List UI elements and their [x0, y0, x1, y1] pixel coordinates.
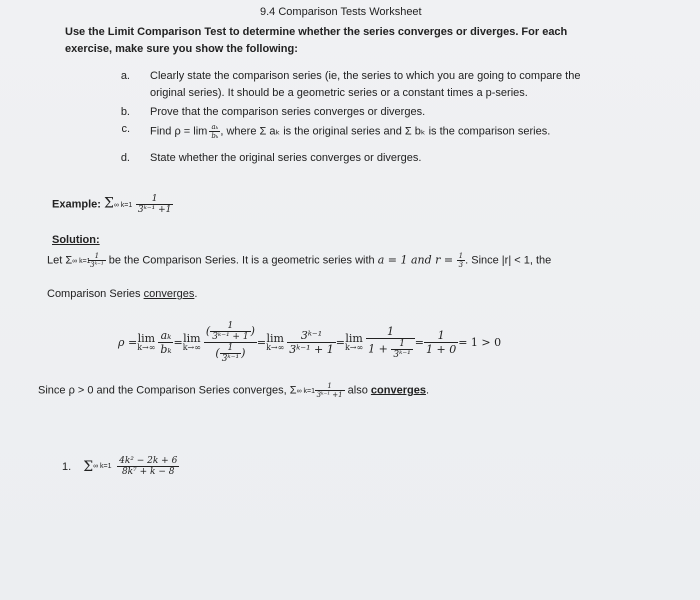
example-fraction [136, 194, 174, 215]
solution-line2-pre: Comparison Series [47, 288, 144, 300]
conclusion-pre: Since ρ > 0 and the Comparison Series converges, Σ [38, 384, 297, 397]
eq-frac-3 [287, 329, 335, 356]
exercise-1-den: 8k⁷ + k − 8 [117, 466, 179, 477]
solution-r-num: 1 [458, 252, 464, 260]
step-a-line1: Clearly state the comparison series (ie, the series to which you are going to compare the [150, 70, 581, 82]
step-c-letter: c. [121, 123, 130, 135]
instructions-line-1: Use the Limit Comparison Test to determine whether the series converges or diverges. For each [65, 26, 568, 38]
eq-frac-5-den: 1 + 0 [425, 342, 457, 356]
eq-big-den-frac [220, 343, 241, 364]
eq-ak: aₖ [160, 328, 172, 342]
eq-big-num-frac [210, 321, 250, 342]
solution-frac [88, 252, 106, 269]
eq-bk: bₖ [160, 342, 172, 356]
eq-big-num: ( $\frac{1}{\text{3ᵏ⁻¹ + 1}}$ ) [205, 320, 255, 342]
solution-line-1 [47, 252, 551, 269]
eq-lim-2 [183, 333, 201, 352]
example [52, 194, 173, 215]
exercise-1 [62, 456, 179, 477]
exercise-1-fraction [117, 456, 179, 477]
eq-equals-4: = [414, 335, 424, 349]
solution-line2-post: . [194, 288, 198, 300]
example-den: 3ᵏ⁻¹ +1 [137, 205, 172, 215]
step-b-text: Prove that the comparison series converges or diverges. [150, 106, 426, 118]
exercise-1-limits: ∞ k=1 [93, 463, 112, 470]
worksheet-title: 9.4 Comparison Tests Worksheet [260, 6, 422, 18]
conclusion-post: . [425, 384, 430, 397]
step-b-letter: b. [120, 106, 130, 118]
eq-lim-1 [137, 333, 155, 352]
eq-big-den-bottom: 3ᵏ⁻¹ [221, 353, 240, 364]
solution-a-r: a = 1 and r = [377, 253, 457, 267]
rho-equation [118, 312, 501, 372]
eq-frac-4 [366, 325, 415, 360]
eq-lim-2-sub: k→∞ [182, 342, 201, 352]
step-d-text: State whether the original series converges or diverges. [150, 152, 422, 164]
eq-ak-bk [158, 329, 173, 356]
solution-limits: ∞ k=1 [72, 258, 91, 266]
step-c-frac-den: bₖ [211, 132, 219, 140]
conclusion-frac [315, 382, 345, 399]
eq-frac-3-num: 3ᵏ⁻¹ [300, 328, 323, 342]
eq-equals-3: = [335, 335, 345, 349]
eq-lim-1-sub: k→∞ [137, 342, 156, 352]
eq-lim-4-sub: k→∞ [344, 342, 364, 352]
eq-lim-3-sub: k→∞ [266, 342, 285, 352]
solution-let: Let Σ [47, 254, 73, 267]
eq-frac-4-num: 1 [386, 324, 394, 338]
step-c-text [150, 123, 550, 140]
conclusion-num: 1 [327, 382, 332, 390]
solution-frac-num: 1 [94, 252, 100, 260]
eq-frac-4-den-pre: 1 + [368, 342, 392, 355]
eq-lim-2-text: lim [183, 331, 201, 345]
step-a-letter: a. [120, 70, 130, 82]
solution-frac-den: 3ᵏ⁻¹ [90, 261, 104, 269]
eq-frac-4-inner-num: 1 [399, 338, 405, 349]
solution-r-den: 3 [458, 261, 464, 269]
example-sigma: Σ [103, 195, 114, 212]
eq-big-fraction [204, 321, 257, 364]
eq-lim-4 [345, 333, 363, 352]
eq-lim-3-text: lim [266, 331, 284, 345]
solution-line-2 [47, 288, 197, 300]
step-c-pre: Find ρ = lim [150, 125, 208, 138]
eq-frac-5 [424, 329, 458, 356]
eq-big-den: ( $\frac{1}{\text{3ᵏ⁻¹}}$ ) [204, 342, 257, 364]
eq-lim-1-text: lim [137, 331, 156, 345]
exercise-1-number: 1. [62, 460, 72, 473]
exercise-1-sigma: Σ [83, 458, 94, 475]
eq-big-den-top: 1 [227, 342, 234, 353]
eq-lim-4-text: lim [345, 331, 363, 345]
solution-mid: be the Comparison Series. It is a geometric series with [105, 254, 378, 267]
instructions-line-2: exercise, make sure you show the following: [65, 43, 298, 55]
eq-lim-3 [266, 333, 284, 352]
eq-frac-4-den [366, 338, 415, 360]
solution-post: . Since |r| < 1, the [465, 254, 552, 267]
example-label: Example: [52, 198, 104, 211]
conclusion-limits: ∞ k=1 [296, 388, 315, 396]
eq-big-num-bottom: 3ᵏ⁻¹ + 1 [212, 331, 249, 342]
eq-equals-2: = [256, 335, 267, 349]
step-c-frac-num: aₖ [211, 123, 219, 131]
eq-frac-4-inner [391, 339, 412, 360]
solution-r-frac [457, 252, 465, 269]
example-limits: ∞ k=1 [113, 202, 133, 210]
eq-frac-5-num: 1 [437, 328, 445, 342]
conclusion-den: 3ᵏ⁻¹ +1 [316, 391, 343, 399]
eq-equals-1: = [173, 335, 183, 349]
solution-converges: converges [143, 288, 195, 300]
conclusion-converges: converges [370, 384, 426, 397]
eq-result: = 1 > 0 [458, 335, 502, 349]
step-c-post: , where Σ aₖ is the original series and Σ bₖ is the comparison series. [220, 125, 551, 138]
eq-big-num-top: 1 [227, 320, 234, 331]
conclusion-mid: also [344, 384, 371, 397]
exercise-1-num: 4k² − 2k + 6 [119, 456, 178, 466]
step-c-fraction [209, 123, 220, 140]
solution-heading: Solution: [52, 234, 100, 246]
conclusion [38, 382, 429, 399]
eq-rho: ρ = [118, 335, 138, 349]
eq-frac-4-inner-den: 3ᵏ⁻¹ [393, 349, 411, 360]
example-num: 1 [151, 194, 158, 204]
eq-frac-3-den: 3ᵏ⁻¹ + 1 [289, 342, 334, 356]
step-a-line2: original series). It should be a geometric series or a constant times a p-series. [150, 87, 528, 99]
step-d-letter: d. [120, 152, 130, 164]
